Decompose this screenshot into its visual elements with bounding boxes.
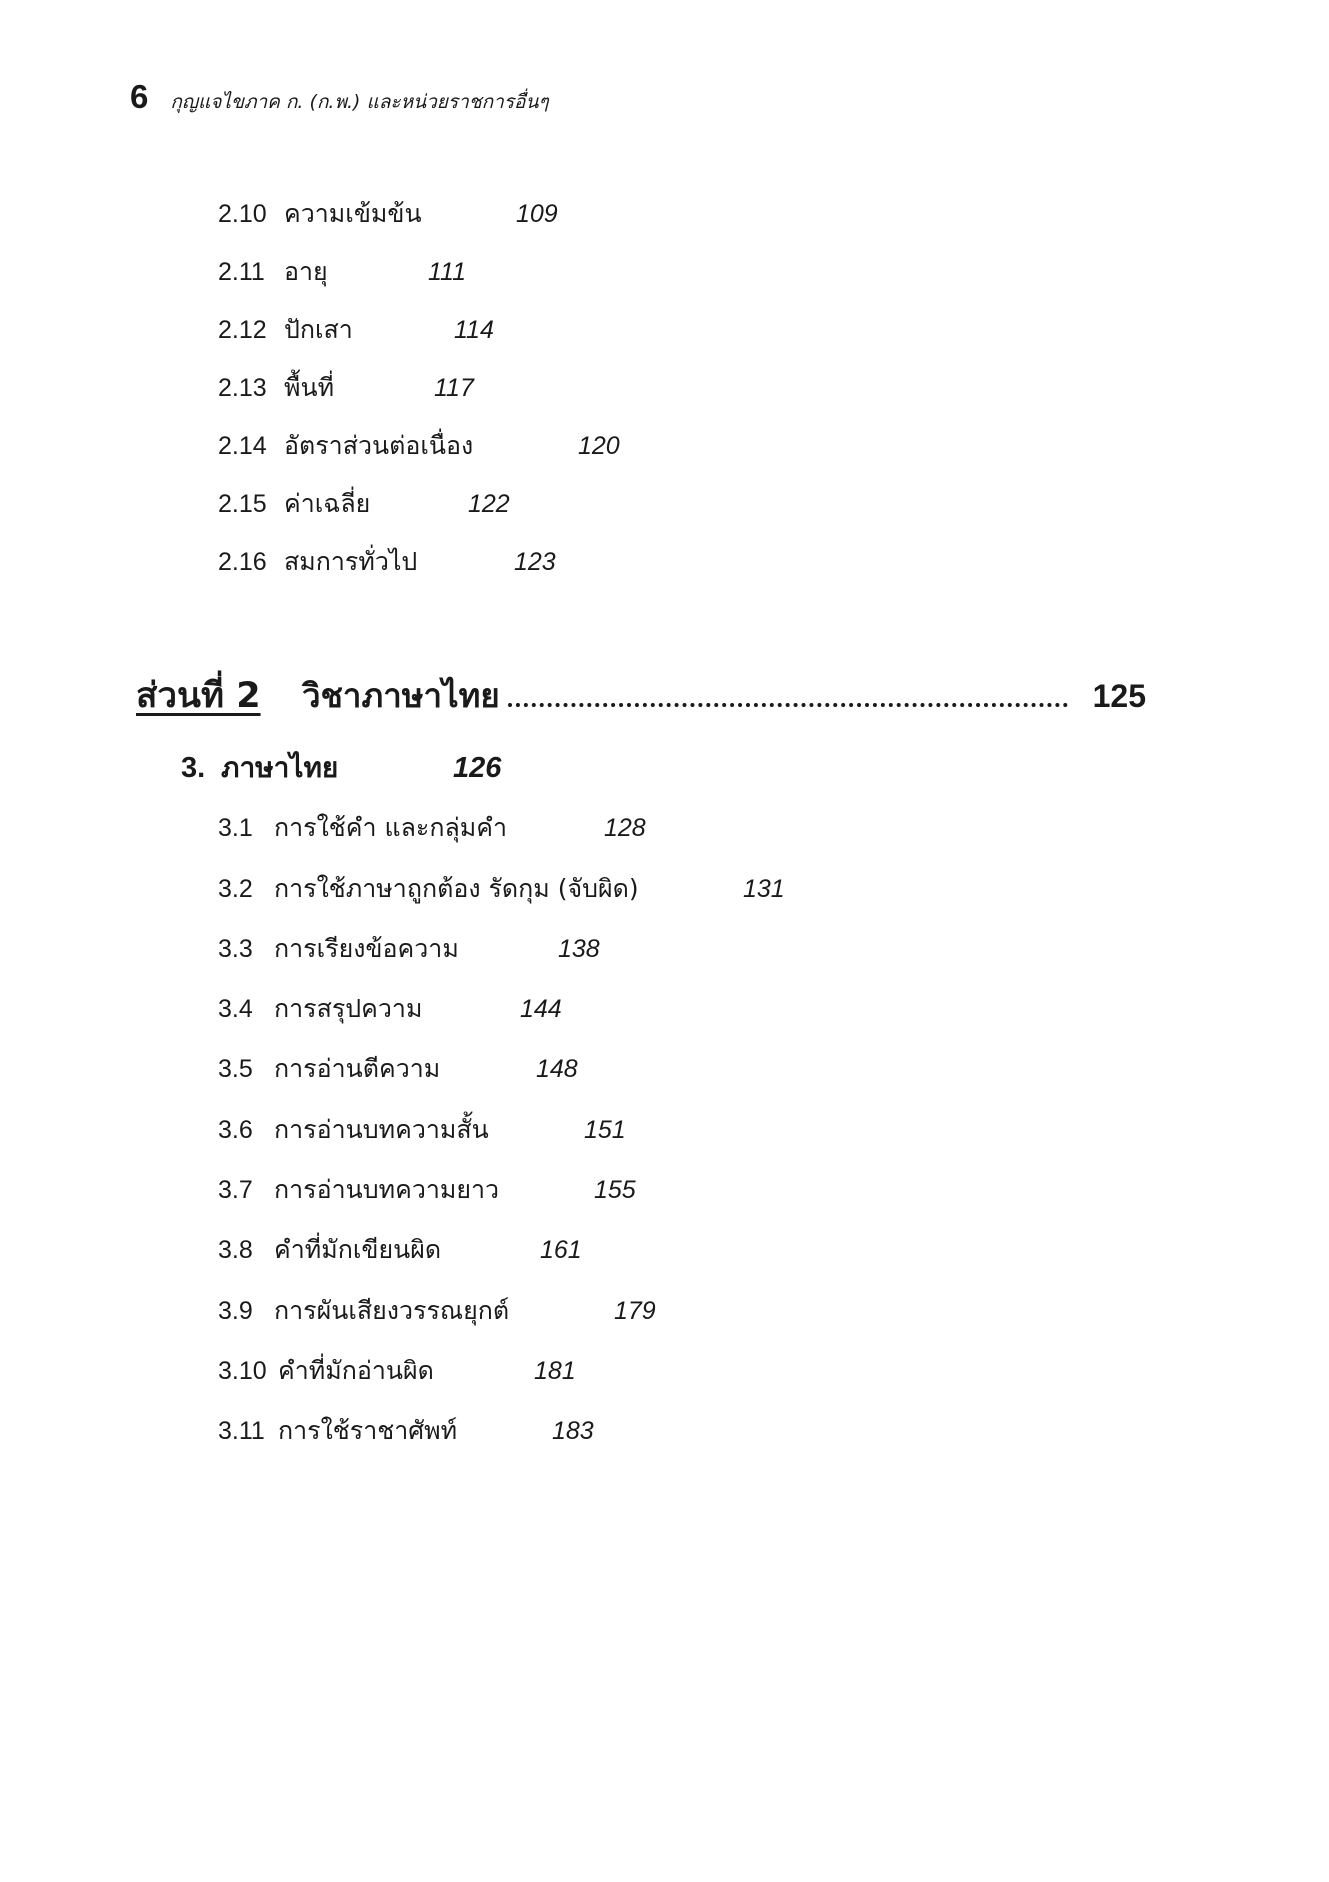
toc-entry-page: 109	[516, 200, 558, 228]
toc-entry-number: 3.4	[218, 995, 253, 1023]
toc-entry-page: 111	[428, 258, 467, 286]
toc-entry-number: 3.6	[218, 1116, 253, 1144]
toc-entry-page: 122	[468, 490, 510, 518]
chapter-title: ภาษาไทย	[221, 751, 339, 784]
toc-entry-number: 2.14	[218, 432, 267, 460]
toc-entry-number: 3.7	[218, 1176, 253, 1204]
toc-entry-title: อัตราส่วนต่อเนื่อง	[284, 431, 474, 460]
chapter-number: 3.	[181, 752, 206, 784]
toc-entry-title: การอ่านตีความ	[274, 1054, 441, 1083]
toc-entry-page: 161	[540, 1236, 582, 1264]
toc-entry-page: 155	[594, 1176, 636, 1204]
toc-entry-number: 2.12	[218, 316, 267, 344]
toc-entry-title: การใช้ราชาศัพท์	[278, 1416, 458, 1445]
toc-entry-title: การใช้ภาษาถูกต้อง รัดกุม (จับผิด)	[274, 874, 639, 903]
toc-entry-title: คำที่มักเขียนผิด	[274, 1235, 442, 1264]
toc-entry-number: 3.8	[218, 1236, 253, 1264]
toc-entry-title: การเรียงข้อความ	[274, 934, 459, 963]
toc-entry-number: 2.13	[218, 374, 267, 402]
toc-entry-number: 2.11	[218, 258, 265, 286]
toc-entry-title: คำที่มักอ่านผิด	[278, 1356, 434, 1385]
toc-entry-page: 114	[454, 316, 494, 344]
toc-entry-title: การอ่านบทความสั้น	[274, 1115, 489, 1144]
toc-entry-number: 2.15	[218, 490, 267, 518]
chapter-page: 126	[453, 752, 502, 784]
toc-entry-number: 3.3	[218, 935, 253, 963]
part-page: 125	[1092, 678, 1146, 714]
toc-entry-title: ปักเสา	[284, 315, 353, 344]
toc-entry-page: 144	[520, 995, 562, 1023]
toc-entry-number: 3.10	[218, 1357, 267, 1385]
toc-entry-title: อายุ	[284, 257, 328, 286]
toc-entry-page: 117	[434, 374, 474, 402]
part-heading[interactable]	[136, 672, 1146, 720]
part-label: ส่วนที่ 2	[136, 676, 261, 716]
page-number: 6	[130, 78, 149, 115]
toc-entry-number: 3.5	[218, 1055, 253, 1083]
toc-entry-page: 120	[578, 432, 620, 460]
toc-entry-page: 123	[514, 548, 556, 576]
toc-entry-title: ค่าเฉลี่ย	[284, 489, 371, 518]
toc-entry-title: การใช้คำ และกลุ่มคำ	[274, 813, 508, 842]
toc-entry-title: การผันเสียงวรรณยุกต์	[274, 1296, 510, 1325]
toc-entry-title: การสรุปความ	[274, 994, 423, 1023]
toc-entry-page: 148	[536, 1055, 578, 1083]
toc-entry-number: 3.2	[218, 875, 253, 903]
toc-entry-number: 3.11	[218, 1417, 265, 1445]
toc-entry-page: 131	[743, 875, 785, 903]
toc-entry-page: 179	[614, 1297, 656, 1325]
toc-entry-page: 151	[584, 1116, 626, 1144]
toc-entry-number: 2.10	[218, 200, 267, 228]
toc-entry-title: สมการทั่วไป	[284, 547, 418, 576]
toc-entry-title: พื้นที่	[284, 373, 335, 402]
toc-entry-title: ความเข้มข้น	[284, 199, 422, 228]
toc-entry-title: การอ่านบทความยาว	[274, 1175, 500, 1204]
toc-entry-page: 181	[534, 1357, 576, 1385]
toc-entry-page: 138	[558, 935, 600, 963]
toc-entry-number: 3.9	[218, 1297, 253, 1325]
part-title: วิชาภาษาไทย	[302, 676, 500, 715]
page-header	[130, 78, 549, 117]
toc-entry-number: 2.16	[218, 548, 267, 576]
toc-entry-page: 128	[604, 814, 646, 842]
dot-leader	[508, 703, 1068, 707]
toc-entry-page: 183	[552, 1417, 594, 1445]
toc-entry-number: 3.1	[218, 814, 253, 842]
book-title: กุญแจไขภาค ก. (ก.พ.) และหน่วยราชการอื่นๆ	[170, 91, 549, 113]
